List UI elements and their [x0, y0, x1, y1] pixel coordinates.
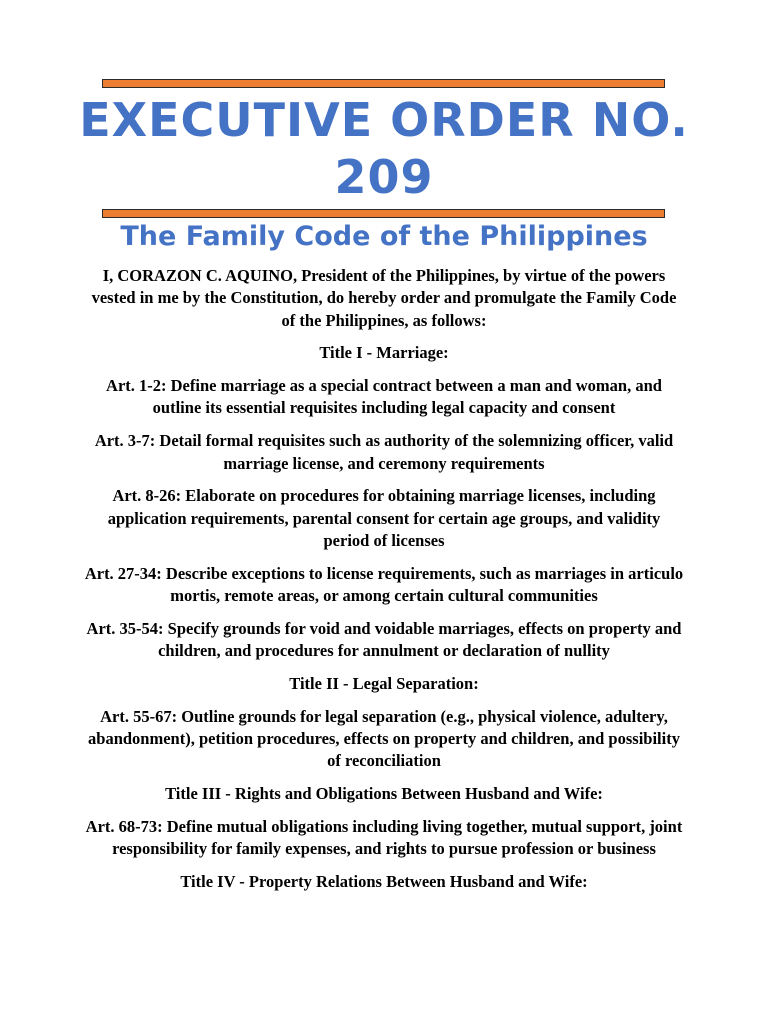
- article-paragraph: Art. 55-67: Outline grounds for legal separation (e.g., physical violence, adultery, abandonment), petition procedures, effects on property and children, and possibility of reconciliation: [88, 706, 680, 771]
- title-heading-rights-obligations: Title III - Rights and Obligations Between Husband and Wife:: [165, 784, 603, 804]
- document-subtitle: The Family Code of the Philippines: [120, 221, 648, 252]
- document-body: [84, 265, 684, 904]
- article-paragraph: Art. 3-7: Detail formal requisites such as authority of the solemnizing officer, valid marriage license, and ceremony requirements: [94, 431, 674, 473]
- preamble-paragraph: I, CORAZON C. AQUINO, President of the Philippines, by virtue of the powers vested in me by the Constitution, do hereby order and promulgate the Family Code of the Philippines, as follows:: [91, 266, 677, 330]
- title-heading-property-relations: Title IV - Property Relations Between Husband and Wife:: [180, 872, 588, 892]
- title-heading-marriage: Title I - Marriage:: [319, 343, 449, 363]
- bottom-divider: [102, 209, 665, 218]
- top-divider: [102, 79, 665, 88]
- title-heading-legal-separation: Title II - Legal Separation:: [289, 673, 479, 693]
- article-paragraph: Art. 1-2: Define marriage as a special contract between a man and woman, and outline its essential requisites including legal capacity and consent: [106, 376, 662, 418]
- article-paragraph: Art. 8-26: Elaborate on procedures for obtaining marriage licenses, including application requirements, parental consent for certain age groups, and validity period of licenses: [107, 486, 661, 550]
- article-paragraph: Art. 27-34: Describe exceptions to license requirements, such as marriages in articulo mortis, remote areas, or among certain cultural communities: [84, 563, 684, 606]
- article-paragraph: Art. 68-73: Define mutual obligations including living together, mutual support, joint responsibility for family expenses, and rights to pursue profession or business: [85, 816, 683, 859]
- article-paragraph: Art. 35-54: Specify grounds for void and voidable marriages, effects on property and children, and procedures for annulment or declaration of nullity: [86, 618, 682, 661]
- document-title: EXECUTIVE ORDER NO. 209: [79, 93, 689, 204]
